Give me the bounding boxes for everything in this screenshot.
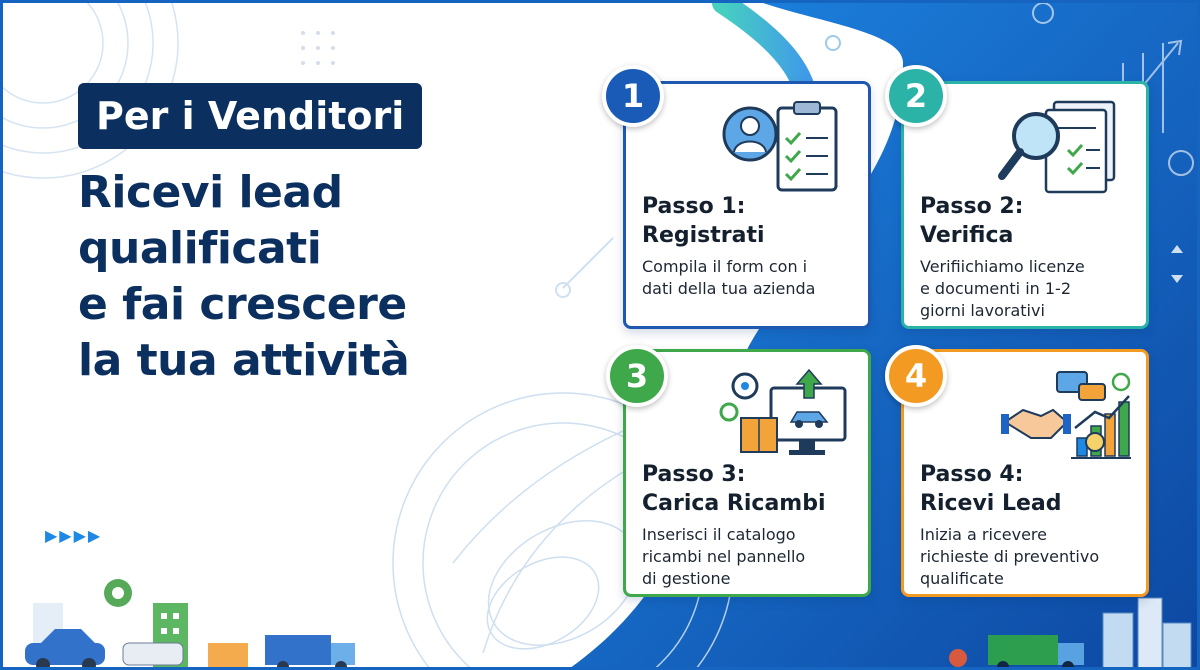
step-description-line: Verifiichiamo licenze — [920, 257, 1085, 276]
registration-clipboard-icon — [718, 98, 848, 198]
step-title — [920, 460, 1140, 518]
document-verification-icon — [996, 98, 1126, 198]
step-title-line: Carica Ricambi — [642, 491, 826, 516]
step-description-line: richieste di preventivo — [920, 547, 1100, 566]
step-description-line: dati della tua azienda — [642, 279, 816, 298]
step-description — [642, 524, 867, 590]
step-description-line: di gestione — [642, 569, 731, 588]
hero-title-line: e fai crescere — [78, 279, 407, 330]
step-number-badge: 4 — [885, 345, 947, 407]
step-title-line: Registrati — [642, 223, 765, 248]
step-card-2 — [901, 81, 1149, 329]
step-title — [642, 460, 862, 518]
step-title — [920, 192, 1140, 250]
hero-title-line: la tua attività — [78, 335, 410, 386]
step-card-1 — [623, 81, 871, 329]
step-description-line: qualificate — [920, 569, 1004, 588]
step-title-line: Passo 3: — [642, 462, 746, 487]
step-title — [642, 192, 862, 250]
step-description — [920, 256, 1145, 322]
hero-title-line: Ricevi lead — [78, 167, 343, 218]
step-title-line: Passo 1: — [642, 194, 746, 219]
step-description — [642, 256, 867, 300]
step-number-badge: 2 — [885, 65, 947, 127]
step-title-line: Verifica — [920, 223, 1014, 248]
step-description — [920, 524, 1145, 590]
step-description-line: ricambi nel pannello — [642, 547, 806, 566]
step-title-line: Passo 4: — [920, 462, 1024, 487]
hero-badge: Per i Venditori — [78, 83, 422, 149]
upload-parts-icon — [714, 366, 854, 466]
hero-title — [78, 165, 498, 389]
arrows-decoration: ▶▶▶▶ — [45, 526, 103, 545]
step-title-line: Ricevi Lead — [920, 491, 1062, 516]
step-description-line: Inizia a ricevere — [920, 525, 1047, 544]
handshake-growth-icon — [996, 366, 1136, 466]
step-title-line: Passo 2: — [920, 194, 1024, 219]
step-description-line: Compila il form con i — [642, 257, 808, 276]
step-description-line: e documenti in 1-2 — [920, 279, 1071, 298]
step-number-badge: 1 — [602, 65, 664, 127]
step-description-line: giorni lavorativi — [920, 301, 1045, 320]
step-number-badge: 3 — [606, 345, 668, 407]
step-description-line: Inserisci il catalogo — [642, 525, 796, 544]
hero-title-line: qualificati — [78, 223, 322, 274]
